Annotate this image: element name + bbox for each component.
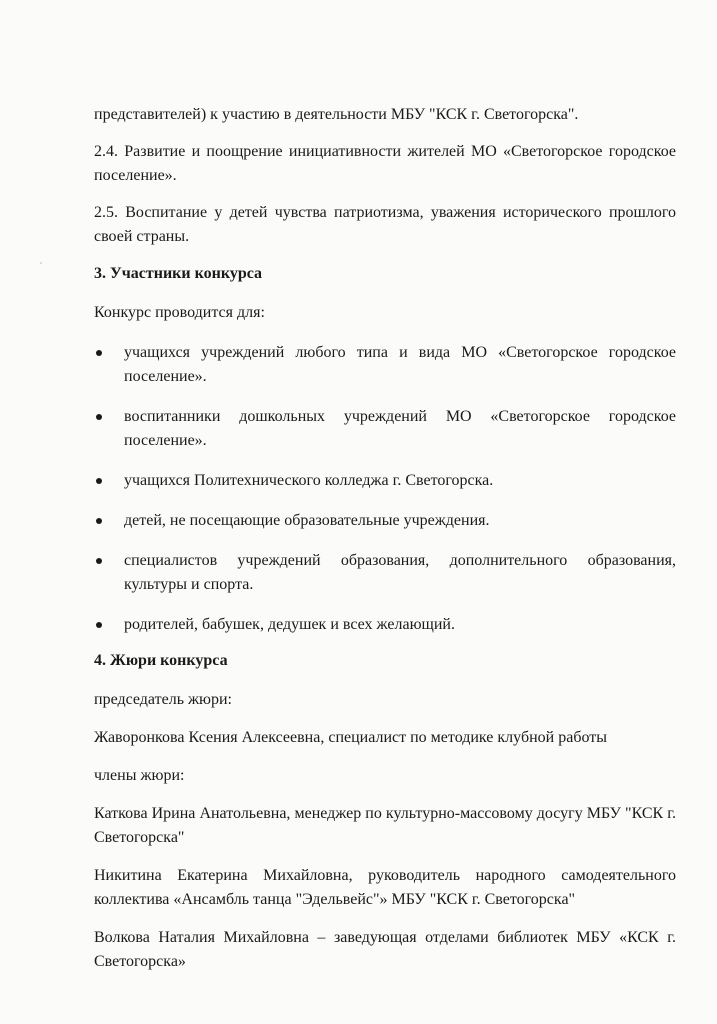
list-item — [94, 509, 676, 533]
section2-continuation: представителей) к участию в деятельности МБУ "КСК г. Светогорска". — [94, 106, 579, 123]
jury-member: Волкова Наталия Михайловна – заведующая отделами библиотек МБУ «КСК г. Светогорска» — [94, 929, 676, 970]
bullet-icon — [96, 350, 102, 356]
bullet-icon — [96, 558, 102, 564]
participant-text: воспитанники дошкольных учреждений МО «Светогорское городское поселение». — [124, 408, 676, 449]
scan-artifact — [40, 262, 42, 264]
item-2-5: 2.5. Воспитание у детей чувства патриотизма, уважения исторического прошлого своей страны. — [94, 204, 676, 245]
list-item — [94, 341, 676, 389]
bullet-icon — [96, 518, 102, 524]
jury-member: Никитина Екатерина Михайловна, руководитель народного самодеятельного коллектива «Ансамбль танца "Эдельвейс"» МБУ "КСК г. Светогорска" — [94, 867, 676, 908]
jury-members-label: члены жюри: — [94, 767, 185, 784]
participant-text: учащихся Политехнического колледжа г. Светогорска. — [124, 472, 494, 489]
item-2-4: 2.4. Развитие и поощрение инициативности жителей МО «Светогорское городское поселение». — [94, 143, 676, 184]
bullet-icon — [96, 414, 102, 420]
bullet-icon — [96, 478, 102, 484]
document-body — [94, 103, 676, 988]
bullet-icon — [96, 622, 102, 628]
participants-list — [94, 341, 676, 637]
jury-chair: Жаворонкова Ксения Алексеевна, специалист по методике клубной работы — [94, 729, 607, 746]
participant-text: учащихся учреждений любого типа и вида МО «Светогорское городское поселение». — [124, 344, 676, 385]
list-item — [94, 549, 676, 597]
section4-heading: 4. Жюри конкурса — [94, 652, 228, 669]
participant-text: детей, не посещающие образовательные учреждения. — [124, 512, 490, 529]
jury-member: Каткова Ирина Анатольевна, менеджер по культурно-массовому досугу МБУ "КСК г. Светогорска" — [94, 805, 676, 846]
list-item — [94, 613, 676, 637]
section3-heading: 3. Участники конкурса — [94, 265, 263, 282]
participant-text: специалистов учреждений образования, дополнительного образования, культуры и спорта. — [124, 552, 676, 593]
jury-chair-label: председатель жюри: — [94, 691, 232, 708]
participant-text: родителей, бабушек, дедушек и всех желающий. — [124, 616, 455, 633]
section3-intro: Конкурс проводится для: — [94, 304, 265, 321]
list-item — [94, 469, 676, 493]
list-item — [94, 405, 676, 453]
